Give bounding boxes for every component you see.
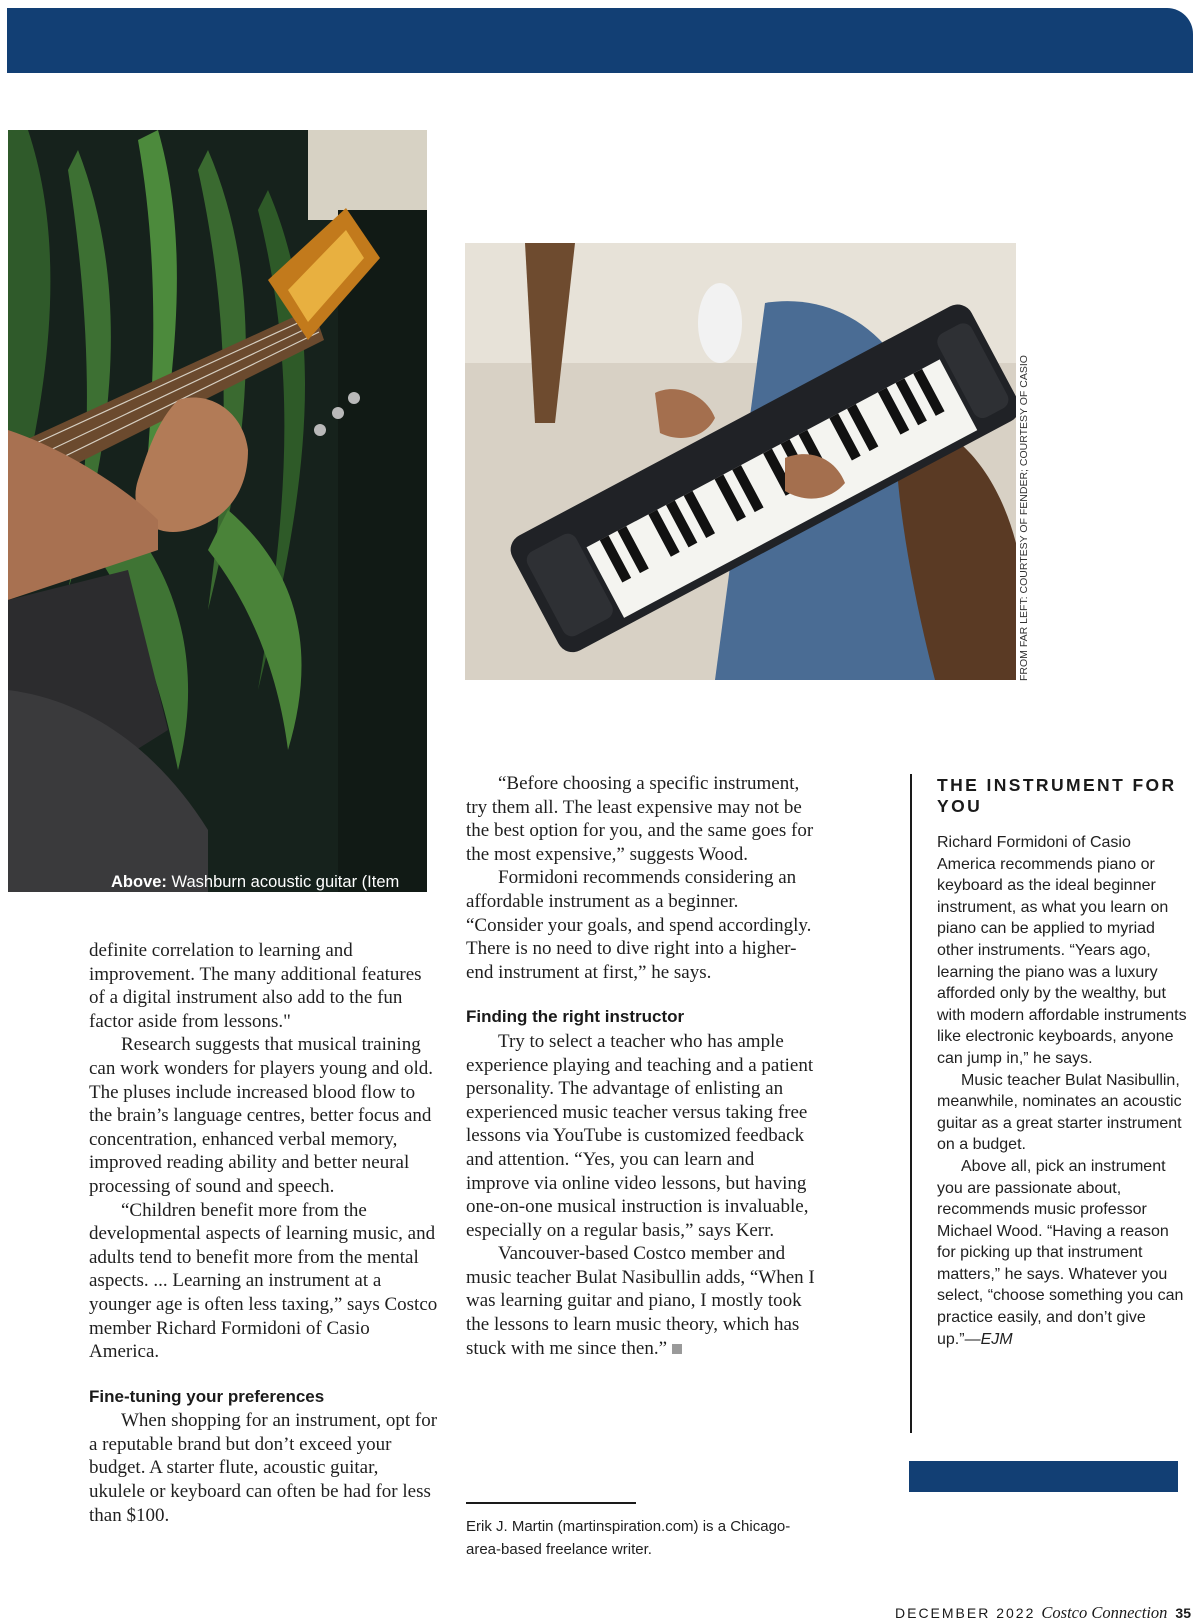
keyboard-photo xyxy=(465,243,1016,680)
end-mark-icon xyxy=(672,1344,682,1354)
column-2-paragraph-4 xyxy=(466,1242,816,1360)
folio-page-number: 35 xyxy=(1175,1605,1191,1621)
column-2-paragraph-4-text: Vancouver-based Costco member and music teacher Bulat Nasibullin adds, “When I was learning guitar and piano, I mostly took the lessons to learn music theory, which has stuck with me since then.” xyxy=(466,1243,815,1359)
column-1-paragraph-4: When shopping for an instrument, opt for a reputable brand but don’t exceed your budget. A starter flute, acoustic guitar, ukulele or keyboard can often be had for less than $100. xyxy=(89,1410,438,1526)
column-2-paragraph-1: “Before choosing a specific instrument, try them all. The least expensive may not be the best option for you, and the same goes for the most expensive,” suggests Wood. xyxy=(466,773,814,865)
subhead-fine-tuning: Fine-tuning your preferences xyxy=(89,1386,325,1406)
sidebar-paragraph-2: Music teacher Bulat Nasibullin, meanwhile, nominates an acoustic guitar as a great starter instrument on a budget. xyxy=(937,1071,1182,1154)
column-2-paragraph-3: Try to select a teacher who has ample experience playing and teaching and a patient personality. The advantage of enlisting an experienced music teacher versus taking free lessons via YouTube is customized feedback and attention. “Yes, you can learn and improve via online video lessons, but having one-on-one musical instruction is invaluable, especially on a regular basis,” says Kerr. xyxy=(466,1030,814,1241)
caption-above-text: Washburn acoustic guitar (Item xyxy=(171,873,400,891)
keyboard-illustration xyxy=(465,243,1016,680)
sidebar-bottom-bar xyxy=(909,1461,1178,1492)
photo-credit: FROM FAR LEFT: COURTESY OF FENDER; COURTESY OF CASIO xyxy=(1018,355,1030,681)
bio-rule xyxy=(466,1502,636,1504)
column-1-paragraph-1: definite correlation to learning and improvement. The many additional features of a digital instrument also add to the fun factor aside from lessons." xyxy=(89,940,422,1032)
guitar-illustration xyxy=(8,130,427,892)
photo-caption xyxy=(111,872,411,892)
column-1-paragraph-2: Research suggests that musical training can work wonders for players young and old. The pluses include increased blood flow to the brain’s language centres, better focus and concentration, enhanced verbal memory, improved reading ability and better neural processing of sound and speech. xyxy=(89,1034,434,1197)
author-bio: Erik J. Martin (martinspiration.com) is a Chicago-area-based freelance writer. xyxy=(466,1518,791,1558)
folio-magazine: Costco Connection xyxy=(1041,1603,1168,1622)
sidebar-paragraph-1: Richard Formidoni of Casio America recommends piano or keyboard as the ideal beginner instrument, as what you learn on piano can be applied to myriad other instruments. “Years ago, learning the piano was a luxury afforded only by the wealthy, but with modern affordable instruments like electronic keyboards, anyone can jump in,” he says. xyxy=(937,834,1187,1067)
column-1-paragraph-3: “Children benefit more from the developmental aspects of learning music, and adults tend to benefit more from the mental aspects. ... Learning an instrument at a younger age is often less taxing,” says Costco member Richard Formidoni of Casio America. xyxy=(89,1199,438,1363)
sidebar-body xyxy=(937,832,1187,1350)
top-banner xyxy=(7,8,1193,73)
folio-date: DECEMBER 2022 xyxy=(895,1605,1036,1621)
column-2-paragraph-2: Formidoni recommends considering an affordable instrument as a beginner. “Consider your goals, and spend accordingly. There is no need to dive right into a higher-end instrument at first,” he says. xyxy=(466,867,812,983)
guitar-photo xyxy=(8,130,427,892)
column-2 xyxy=(466,772,816,1360)
subhead-right-instructor: Finding the right instructor xyxy=(466,1007,685,1027)
sidebar-paragraph-3 xyxy=(937,1156,1187,1350)
column-1 xyxy=(89,939,439,1527)
page-folio xyxy=(895,1604,1191,1623)
sidebar-title: THE INSTRUMENT FOR YOU xyxy=(937,775,1177,816)
sidebar-rule xyxy=(910,774,912,1433)
caption-above-label: Above: xyxy=(111,873,167,891)
sidebar-paragraph-3-text: Above all, pick an instrument you are passionate about, recommends music professor Michael Wood. “Having a reason for picking up that instrument matters,” he says. Whatever you select, “choose something you can practice easily, and don’t give up.” xyxy=(937,1157,1184,1348)
sidebar-signature: —EJM xyxy=(964,1330,1013,1348)
